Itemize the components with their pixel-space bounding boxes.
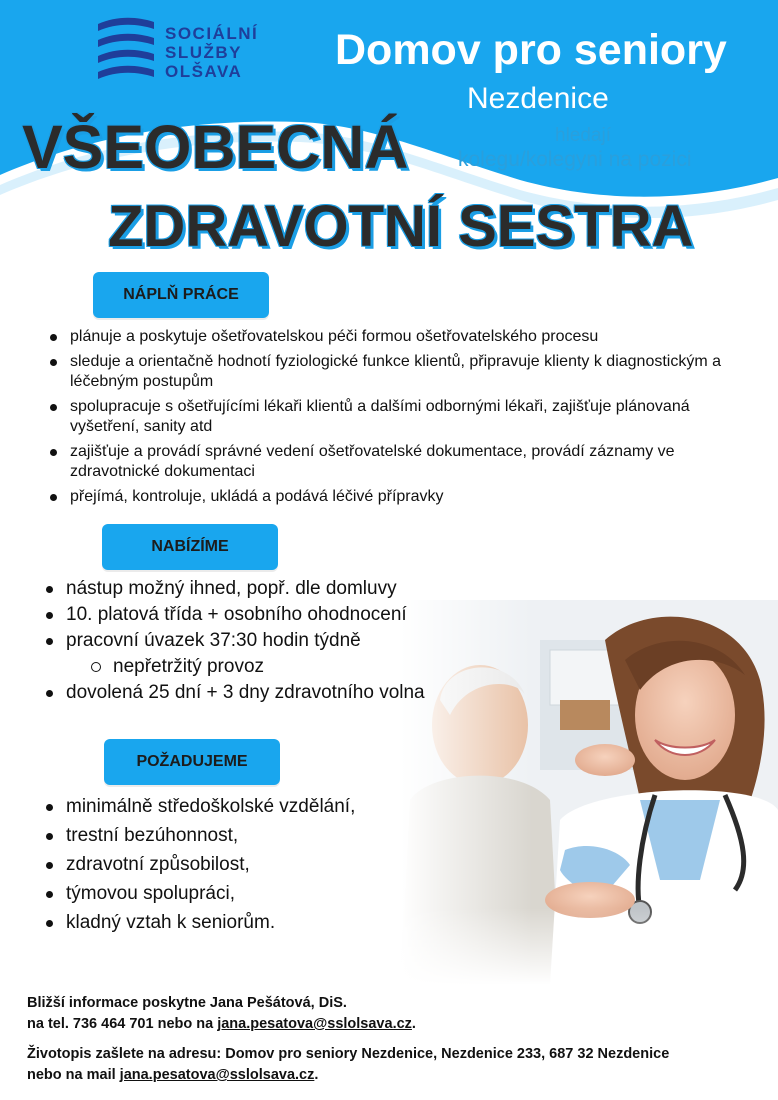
list-item: sleduje a orientačně hodnotí fyziologické funkce klientů, připravuje klienty k diagnostickým a léčebným postupům [47, 352, 727, 392]
list-item: pracovní úvazek 37:30 hodin týdně [43, 629, 483, 652]
cv-instructions [27, 1044, 669, 1086]
position-title-line-2: ZDRAVOTNÍ SESTRA [108, 194, 694, 259]
list-item: nástup možný ihned, popř. dle domluvy [43, 577, 483, 600]
list-item: přejímá, kontroluje, ukládá a podává léčivé přípravky [47, 487, 727, 507]
email-link[interactable]: jana.pesatova@sslolsava.cz [217, 1016, 412, 1032]
position-title-line-1: VŠEOBECNÁ [22, 113, 409, 181]
list-subitem: nepřetržitý provoz [43, 655, 483, 678]
duties-list [47, 327, 727, 512]
list-item: kladný vztah k seniorům. [43, 911, 443, 934]
logo-wordmark [165, 24, 258, 81]
list-item: dovolená 25 dní + 3 dny zdravotního volna [43, 681, 483, 704]
list-item: minimálně středoškolské vzdělání, [43, 795, 443, 818]
org-city: Nezdenice [467, 82, 609, 115]
contact-phone-text: na tel. 736 464 701 nebo na [27, 1016, 218, 1032]
logo-line-3: OLŠAVA [165, 62, 243, 81]
offer-heading: NABÍZÍME [102, 524, 278, 570]
logo-line-2: SLUŽBY [165, 43, 242, 62]
offer-list [43, 577, 483, 707]
logo-line-1: SOCIÁLNÍ [165, 24, 259, 43]
hiring-text-line-2: kolegu/kolegyni na pozici [458, 148, 692, 171]
org-title: Domov pro seniory [335, 26, 727, 74]
list-item: zajišťuje a provádí správné vedení ošetřovatelské dokumentace, provádí záznamy ve zdravotnické dokumentaci [47, 442, 727, 482]
cv-line-1: Životopis zašlete na adresu: Domov pro seniory Nezdenice, Nezdenice 233, 687 32 Nezdenice [27, 1046, 670, 1062]
hiring-text-line-1: hledají [555, 125, 611, 146]
cv-line-2 [27, 1065, 669, 1086]
duties-heading: NÁPLŇ PRÁCE [93, 272, 269, 318]
list-item: 10. platová třída + osobního ohodnocení [43, 603, 483, 626]
contact-period: . [411, 1016, 416, 1032]
list-item: plánuje a poskytuje ošetřovatelskou péči formou ošetřovatelského procesu [47, 327, 727, 347]
cv-period: . [314, 1067, 319, 1083]
email-link-2[interactable]: jana.pesatova@sslolsava.cz [119, 1067, 315, 1083]
requirements-list [43, 795, 443, 940]
list-item: zdravotní způsobilost, [43, 853, 443, 876]
list-item: spolupracuje s ošetřujícími lékaři klientů a dalšími odbornými lékaři, zajišťuje plánovaná vyšetření, sanity atd [47, 397, 727, 437]
requirements-heading: POŽADUJEME [104, 739, 280, 785]
contact-info [27, 993, 416, 1035]
list-item: trestní bezúhonnost, [43, 824, 443, 847]
contact-line-1: Bližší informace poskytne Jana Pešátová, DiS. [27, 995, 347, 1011]
contact-line-2 [27, 1014, 416, 1035]
list-item: týmovou spolupráci, [43, 882, 443, 905]
cv-mail-text: nebo na mail [27, 1067, 120, 1083]
